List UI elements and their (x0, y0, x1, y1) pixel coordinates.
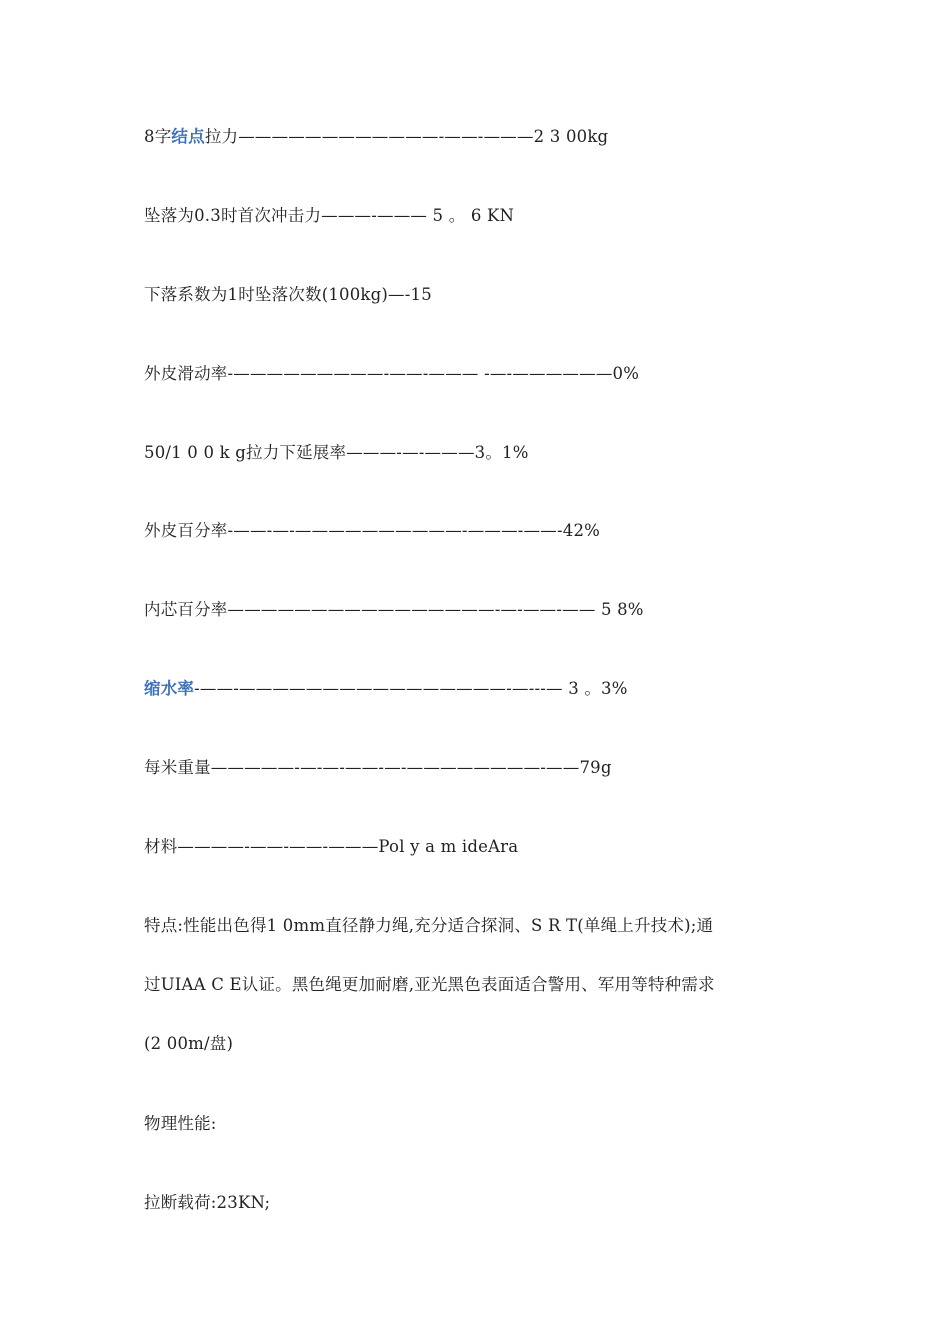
spec-line-post: -——-————————————————-—---— 3 。3% (194, 679, 628, 698)
features-line-3: (2 00m/盘) (144, 1034, 234, 1053)
spec-line-pre: 8字 (144, 127, 172, 146)
spec-line-text: 每米重量—————-—-—-——-—-————————-——79g (144, 758, 612, 777)
spec-line-text: 外皮百分率-——-—-——————————-———-——-42% (144, 521, 601, 540)
spec-line-text: 坠落为0.3时首次冲击力———-——— 5 。 6 KN (144, 206, 515, 225)
spec-line-elongation (144, 441, 529, 465)
spec-line-sheath-slippage (144, 362, 639, 386)
spec-line-post: 拉力————————————-——-———2 3 00kg (204, 127, 609, 146)
spec-line-text: 下落系数为1时坠落次数(100kg)—-15 (144, 285, 432, 304)
highlight-term[interactable]: 结点 (171, 127, 205, 146)
spec-line-sheath-percentage (144, 519, 600, 543)
spec-line-figure8-knot-strength (144, 125, 608, 149)
highlight-term[interactable]: 缩水率 (144, 679, 195, 698)
spec-line-text: 50/1 0 0 k g拉力下延展率———-—-———3。1% (144, 443, 529, 462)
spec-line-text: 材料————-——-——-———Pol y a m ideAra (144, 837, 519, 856)
physical-properties-heading: 物理性能: (144, 1114, 217, 1133)
spec-line-core-percentage (144, 598, 644, 622)
spec-line-text: 外皮滑动率-—————————-——-——— -—-——————0% (144, 364, 640, 383)
spec-line-weight-per-meter (144, 756, 612, 780)
features-line-2: 过UIAA C E认证。黑色绳更加耐磨,亚光黑色表面适合警用、军用等特种需求 (144, 975, 715, 994)
features-line-1: 特点:性能出色得1 0mm直径静力绳,充分适合探洞、S R T(单绳上升技术);通 (144, 916, 714, 935)
spec-line-fall-count (144, 283, 432, 307)
spec-line-impact-force (144, 204, 514, 228)
spec-line-material (144, 835, 518, 859)
spec-line-shrinkage (144, 677, 628, 701)
spec-line-text: 内芯百分率————————————————-—-——-—— 5 8% (144, 600, 644, 619)
breaking-load-line: 拉断载荷:23KN; (144, 1193, 271, 1212)
